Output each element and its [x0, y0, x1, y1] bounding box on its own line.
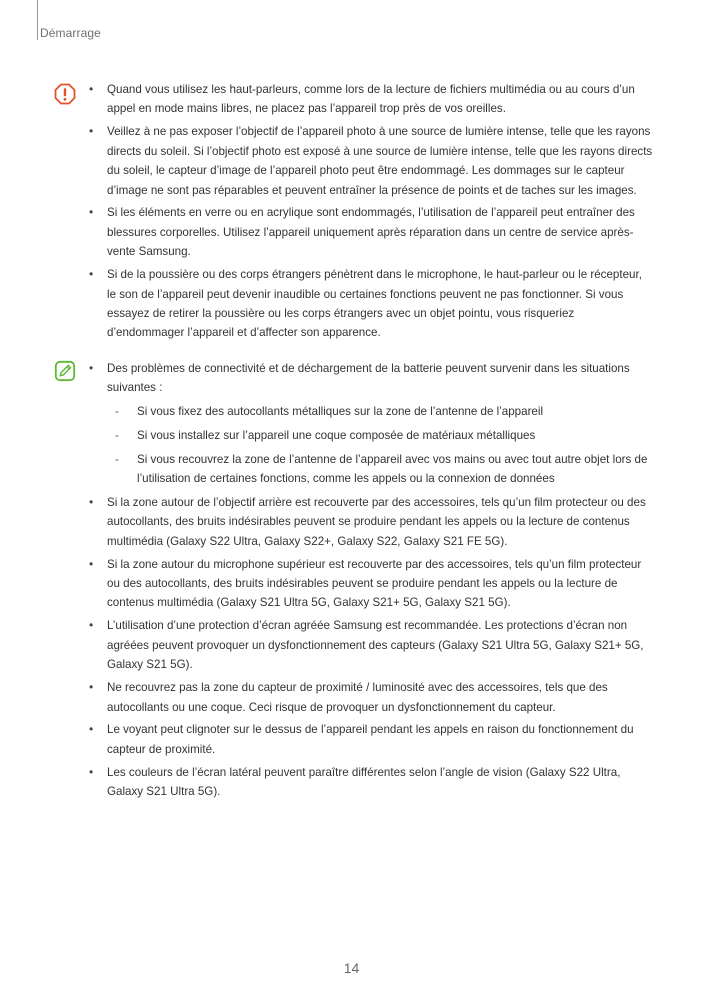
caution-icon	[54, 83, 76, 105]
note-item: • Ne recouvrez pas la zone du capteur de proximité / luminosité avec des accessoires, tels que des autocollants ou une coque. Ceci risque de provoquer un dysfonctionnement du capteur.	[88, 678, 653, 717]
note-list	[88, 359, 653, 805]
note-sub-item: - Si vous fixez des autocollants métalliques sur la zone de l’antenne de l’appareil	[107, 402, 653, 421]
section-label: Démarrage	[40, 26, 101, 40]
note-item: • Si la zone autour du microphone supérieur est recouverte par des accessoires, tels qu’un film protecteur ou des autocollants, des bruits indésirables peuvent se produire pendant les appels ou la lecture de contenus multimédia (Galaxy S21 Ultra 5G, Galaxy S21+ 5G, Galaxy S21 5G).	[88, 555, 653, 613]
note-intro-item	[88, 359, 653, 488]
note-sub-list	[107, 402, 653, 489]
note-pencil-icon	[54, 360, 76, 382]
margin-rule	[37, 0, 38, 40]
note-item: • Les couleurs de l’écran latéral peuvent paraître différentes selon l’angle de vision (Galaxy S22 Ultra, Galaxy S21 Ultra 5G).	[88, 763, 653, 802]
note-item: • Le voyant peut clignoter sur le dessus de l’appareil pendant les appels en raison du fonctionnement du capteur de proximité.	[88, 720, 653, 759]
caution-item: • Quand vous utilisez les haut-parleurs, comme lors de la lecture de fichiers multimédia ou au cours d’un appel en mode mains libres, ne placez pas l’appareil trop près de vos oreilles.	[88, 80, 653, 119]
caution-item: • Veillez à ne pas exposer l’objectif de l’appareil photo à une source de lumière intense, telle que les rayons directs du soleil. Si l’objectif photo est exposé à une source de lumière intense, telle que les rayons directs du soleil, le capteur d’image de l’appareil photo peut être endommagé. Les dommages sur le capteur d’image ne sont pas réparables et peuvent entraîner la présence de points et de taches sur les images.	[88, 122, 653, 200]
page-number: 14	[343, 960, 360, 976]
note-item: • L’utilisation d’une protection d’écran agréée Samsung est recommandée. Les protections d’écran non agréées peuvent provoquer un dysfonctionnement des capteurs (Galaxy S21 Ultra 5G, Galaxy S21+ 5G, Galaxy S21 5G).	[88, 616, 653, 674]
caution-list	[88, 80, 653, 346]
note-sub-item: - Si vous recouvrez la zone de l’antenne de l’appareil avec vos mains ou avec tout autre objet lors de l’utilisation de certaines fonctions, comme les appels ou la connexion de données	[107, 450, 653, 489]
note-sub-item: - Si vous installez sur l’appareil une coque composée de matériaux métalliques	[107, 426, 653, 445]
caution-item: • Si de la poussière ou des corps étrangers pénètrent dans le microphone, le haut-parleur ou le récepteur, le son de l’appareil peut devenir inaudible ou certaines fonctions peuvent ne pas fonctionner. Si vous essayez de retirer la poussière ou les corps étrangers avec un objet pointu, vous risqueriez d’endommager l’appareil et d’affecter son apparence.	[88, 265, 653, 343]
caution-item: • Si les éléments en verre ou en acrylique sont endommagés, l’utilisation de l’appareil peut entraîner des blessures corporelles. Utilisez l’appareil uniquement après réparation dans un centre de service après-vente Samsung.	[88, 203, 653, 261]
note-item: • Si la zone autour de l’objectif arrière est recouverte par des accessoires, tels qu’un film protecteur ou des autocollants, des bruits indésirables peuvent se produire pendant les appels ou la lecture de contenus multimédia (Galaxy S22 Ultra, Galaxy S22+, Galaxy S22, Galaxy S21 FE 5G).	[88, 493, 653, 551]
note-intro-text: Des problèmes de connectivité et de déchargement de la batterie peuvent survenir dans les situations suivantes :	[107, 362, 630, 395]
